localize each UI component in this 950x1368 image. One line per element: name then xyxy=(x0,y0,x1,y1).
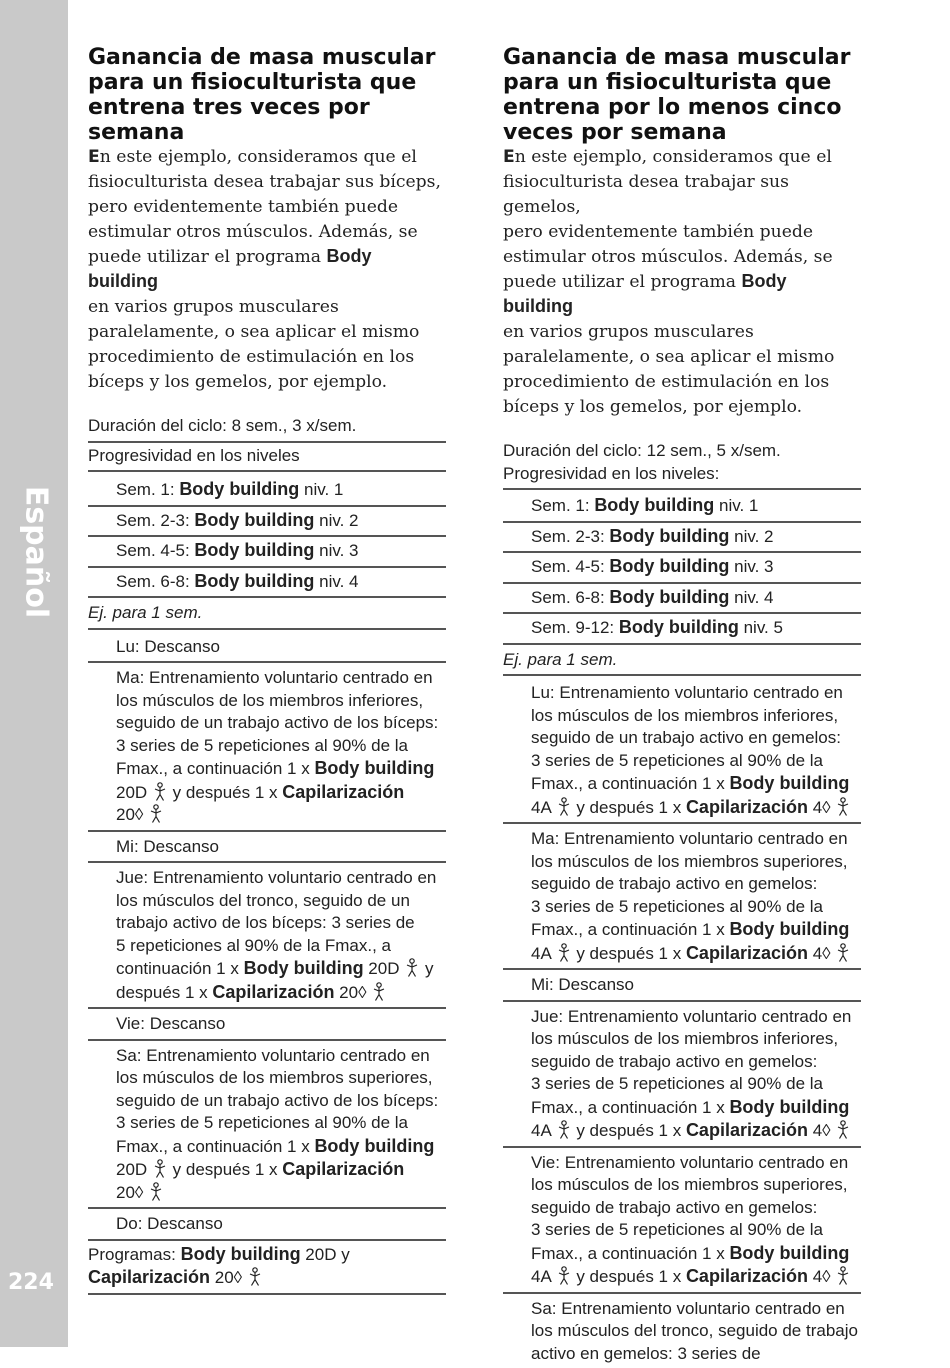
level-row: Sem. 1: Body building niv. 1 xyxy=(88,472,446,507)
language-label: Español xyxy=(19,486,54,618)
example-label: Ej. para 1 sem. xyxy=(503,645,861,677)
programs-summary: Programas: Body building 20D y Capilarización 20◊ xyxy=(88,1241,446,1295)
figure-icon xyxy=(835,943,851,963)
figure-icon xyxy=(835,797,851,817)
example-label: Ej. para 1 sem. xyxy=(88,598,446,630)
day-friday: Vie: Entrenamiento voluntario centrado en los músculos de los miembros superiores, seguido de trabajo activo en gemelos: 3 series de 5 repeticiones al 90% de la Fmax., a continuación 1 x Body building 4A y después 1 x Capilarización 4◊ xyxy=(503,1148,861,1294)
level-row: Sem. 6-8: Body building niv. 4 xyxy=(503,584,861,615)
level-row: Sem. 4-5: Body building niv. 3 xyxy=(503,553,861,584)
figure-icon xyxy=(556,1266,572,1286)
cycle-duration: Duración del ciclo: 8 sem., 3 x/sem. xyxy=(88,415,446,443)
right-intro: En este ejemplo, consideramos que el fisioculturista desea trabajar sus gemelos, pero evidentemente también puede estimular otros músculos. Además, se puede utilizar el programa Body building en varios grupos musculares paralelamente, o sea aplicar el mismo procedimiento de estimulación en los bíceps y los gemelos, por ejemplo. xyxy=(503,145,861,420)
day-friday: Vie: Descanso xyxy=(88,1009,446,1041)
day-wednesday: Mi: Descanso xyxy=(503,970,861,1002)
figure-icon xyxy=(152,1159,168,1179)
figure-icon xyxy=(404,958,420,978)
right-section-title: Ganancia de masa muscular para un fisioculturista que entrena por lo menos cinco veces por semana xyxy=(503,45,861,145)
left-plan-table xyxy=(88,415,446,1295)
figure-icon xyxy=(371,982,387,1002)
dropcap: E xyxy=(88,147,100,167)
figure-icon xyxy=(835,1266,851,1286)
level-row: Sem. 2-3: Body building niv. 2 xyxy=(503,523,861,554)
right-plan-table xyxy=(503,440,861,1368)
cycle-duration: Duración del ciclo: 12 sem., 5 x/sem. xyxy=(503,440,861,463)
program-name: Body building xyxy=(88,246,372,291)
left-section-title: Ganancia de masa muscular para un fisioculturista que entrena tres veces por semana xyxy=(88,45,446,145)
figure-icon xyxy=(556,1120,572,1140)
level-row: Sem. 1: Body building niv. 1 xyxy=(503,490,861,523)
figure-icon xyxy=(247,1267,263,1287)
figure-icon xyxy=(556,943,572,963)
figure-icon xyxy=(152,782,168,802)
progression-label: Progresividad en los niveles: xyxy=(503,463,861,491)
figure-icon xyxy=(556,797,572,817)
dropcap: E xyxy=(503,147,515,167)
level-row: Sem. 6-8: Body building niv. 4 xyxy=(88,568,446,599)
level-row: Sem. 2-3: Body building niv. 2 xyxy=(88,507,446,538)
day-saturday: Sa: Entrenamiento voluntario centrado en los músculos de los miembros superiores, seguido de un trabajo activo de los bíceps: 3 series de 5 repeticiones al 90% de la Fmax., a continuación 1 x Body building 20D y después 1 x Capilarización 20◊ xyxy=(88,1041,446,1210)
program-name: Body building xyxy=(503,271,787,316)
day-saturday: Sa: Entrenamiento voluntario centrado en los músculos del tronco, seguido de trabajo activo en gemelos: 3 series de xyxy=(503,1294,861,1368)
figure-icon xyxy=(835,1120,851,1140)
progression-label: Progresividad en los niveles xyxy=(88,443,446,473)
page-number: 224 xyxy=(8,1270,54,1295)
day-wednesday: Mi: Descanso xyxy=(88,832,446,864)
language-sidebar xyxy=(0,0,68,1347)
left-intro: En este ejemplo, consideramos que el fisioculturista desea trabajar sus bíceps, pero evidentemente también puede estimular otros músculos. Además, se puede utilizar el programa Body building en varios grupos musculares paralelamente, o sea aplicar el mismo procedimiento de estimulación en los bíceps y los gemelos, por ejemplo. xyxy=(88,145,446,395)
day-tuesday: Ma: Entrenamiento voluntario centrado en los músculos de los miembros inferiores, seguido de un trabajo activo de los bíceps: 3 series de 5 repeticiones al 90% de la Fmax., a continuación 1 x Body building 20D y después 1 x Capilarización 20◊ xyxy=(88,663,446,832)
day-sunday: Do: Descanso xyxy=(88,1209,446,1241)
day-monday: Lu: Descanso xyxy=(88,630,446,664)
language-tab xyxy=(8,487,64,617)
figure-icon xyxy=(148,804,164,824)
right-column xyxy=(503,45,861,1368)
day-tuesday: Ma: Entrenamiento voluntario centrado en los músculos de los miembros superiores, seguido de trabajo activo en gemelos: 3 series de 5 repeticiones al 90% de la Fmax., a continuación 1 x Body building 4A y después 1 x Capilarización 4◊ xyxy=(503,824,861,970)
day-thursday: Jue: Entrenamiento voluntario centrado en los músculos del tronco, seguido de un trabajo activo de los bíceps: 3 series de 5 repeticiones al 90% de la Fmax., a continuación 1 x Body building 20D y después 1 x Capilarización 20◊ xyxy=(88,863,446,1009)
figure-icon xyxy=(148,1182,164,1202)
day-monday: Lu: Entrenamiento voluntario centrado en los músculos de los miembros inferiores, seguido de un trabajo activo en gemelos: 3 series de 5 repeticiones al 90% de la Fmax., a continuación 1 x Body building 4A y después 1 x Capilarización 4◊ xyxy=(503,676,861,824)
day-thursday: Jue: Entrenamiento voluntario centrado en los músculos de los miembros inferiores, seguido de trabajo activo en gemelos: 3 series de 5 repeticiones al 90% de la Fmax., a continuación 1 x Body building 4A y después 1 x Capilarización 4◊ xyxy=(503,1002,861,1148)
level-row: Sem. 9-12: Body building niv. 5 xyxy=(503,614,861,645)
level-row: Sem. 4-5: Body building niv. 3 xyxy=(88,537,446,568)
left-column xyxy=(88,45,446,1295)
